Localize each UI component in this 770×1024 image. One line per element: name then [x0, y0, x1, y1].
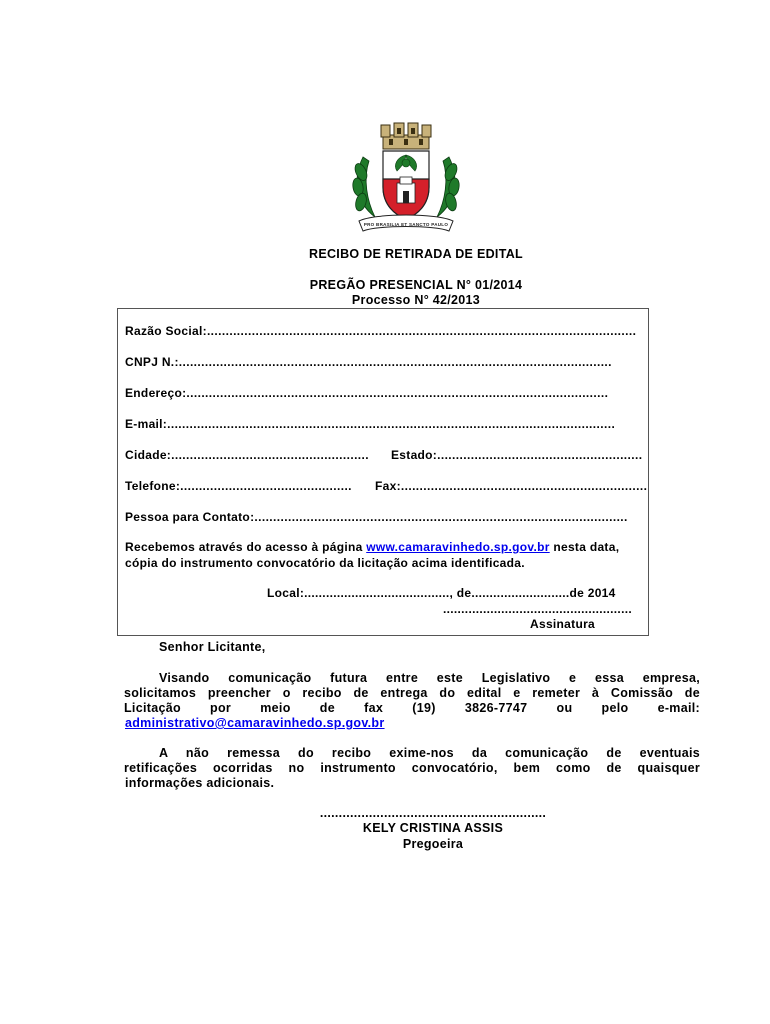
contato-field[interactable]: [125, 510, 628, 524]
estado-dots: .......................................................: [437, 448, 643, 462]
paragraph-1-line-2: solicitamos preencher o recibo de entrega do edital e remeter à Comissão de: [124, 686, 700, 700]
telefone-dots: ..............................................: [180, 479, 352, 493]
signature-label: Assinatura: [530, 617, 596, 631]
process-number: Processo N° 42/2013: [351, 293, 481, 307]
signer-role: Pregoeira: [402, 837, 464, 851]
contato-label: Pessoa para Contato:: [125, 510, 255, 524]
signer-name: KELY CRISTINA ASSIS: [362, 821, 504, 835]
razao-social-label: Razão Social:: [125, 324, 207, 338]
greeting: Senhor Licitante,: [159, 640, 266, 654]
endereco-label: Endereço:: [125, 386, 187, 400]
receipt-text-before: Recebemos através do acesso à página: [125, 540, 363, 554]
estado-field[interactable]: [391, 448, 642, 462]
email-link[interactable]: administrativo@camaravinhedo.sp.gov.br: [125, 716, 385, 730]
telefone-field[interactable]: [125, 479, 352, 493]
paragraph-2-line-3: informações adicionais.: [125, 776, 275, 790]
telefone-label: Telefone:: [125, 479, 181, 493]
cidade-dots: .....................................................: [171, 448, 370, 462]
cidade-label: Cidade:: [125, 448, 172, 462]
razao-social-field[interactable]: [125, 324, 636, 338]
website-link[interactable]: www.camaravinhedo.sp.gov.br: [366, 540, 550, 554]
fax-field[interactable]: [375, 479, 647, 493]
cnpj-label: CNPJ N.:: [125, 355, 179, 369]
signature-dots: ............................................................: [319, 806, 547, 820]
fax-label: Fax:: [375, 479, 401, 493]
cnpj-field[interactable]: [125, 355, 612, 369]
email-dots: ........................................................................................................................: [167, 417, 616, 431]
receipt-statement-line2: cópia do instrumento convocatório da licitação acima identificada.: [125, 556, 525, 570]
razao-social-dots: ...................................................................................................................: [206, 324, 637, 338]
email-field[interactable]: [125, 417, 615, 431]
endereco-dots: .................................................................................................................: [186, 386, 609, 400]
email-link-wrap: [125, 716, 385, 730]
paragraph-2-line-2: retificações ocorridas no instrumento convocatório, bem como de quaisquer: [124, 761, 700, 775]
paragraph-1-line-1: Visando comunicação futura entre este Legislativo e essa empresa,: [159, 671, 700, 685]
signature-line[interactable]: ....................................................: [443, 602, 632, 616]
paragraph-1-line-3: Licitação por meio de fax (19) 3826-7747 ou pelo e-mail:: [124, 701, 700, 715]
endereco-field[interactable]: [125, 386, 608, 400]
receipt-text-after: nesta data,: [553, 540, 620, 554]
paragraph-2-line-1: A não remessa do recibo exime-nos da comunicação de eventuais: [159, 746, 700, 760]
svg-text:PRO BRASILIA ET SANCTO PAULO: PRO BRASILIA ET SANCTO PAULO: [363, 222, 449, 227]
fax-dots: ..................................................................: [400, 479, 648, 493]
cnpj-dots: ....................................................................................................................: [178, 355, 612, 369]
estado-label: Estado:: [391, 448, 438, 462]
document-title: RECIBO DE RETIRADA DE EDITAL: [309, 247, 523, 261]
contato-dots: ....................................................................................................: [254, 510, 628, 524]
email-label: E-mail:: [125, 417, 168, 431]
coat-of-arms-icon: [345, 117, 467, 239]
local-date-field[interactable]: Local:........................................, de...........................de 2014: [267, 586, 616, 600]
document-subtitle: PREGÃO PRESENCIAL N° 01/2014: [309, 278, 523, 292]
receipt-statement-line1: [125, 540, 619, 554]
cidade-field[interactable]: [125, 448, 369, 462]
